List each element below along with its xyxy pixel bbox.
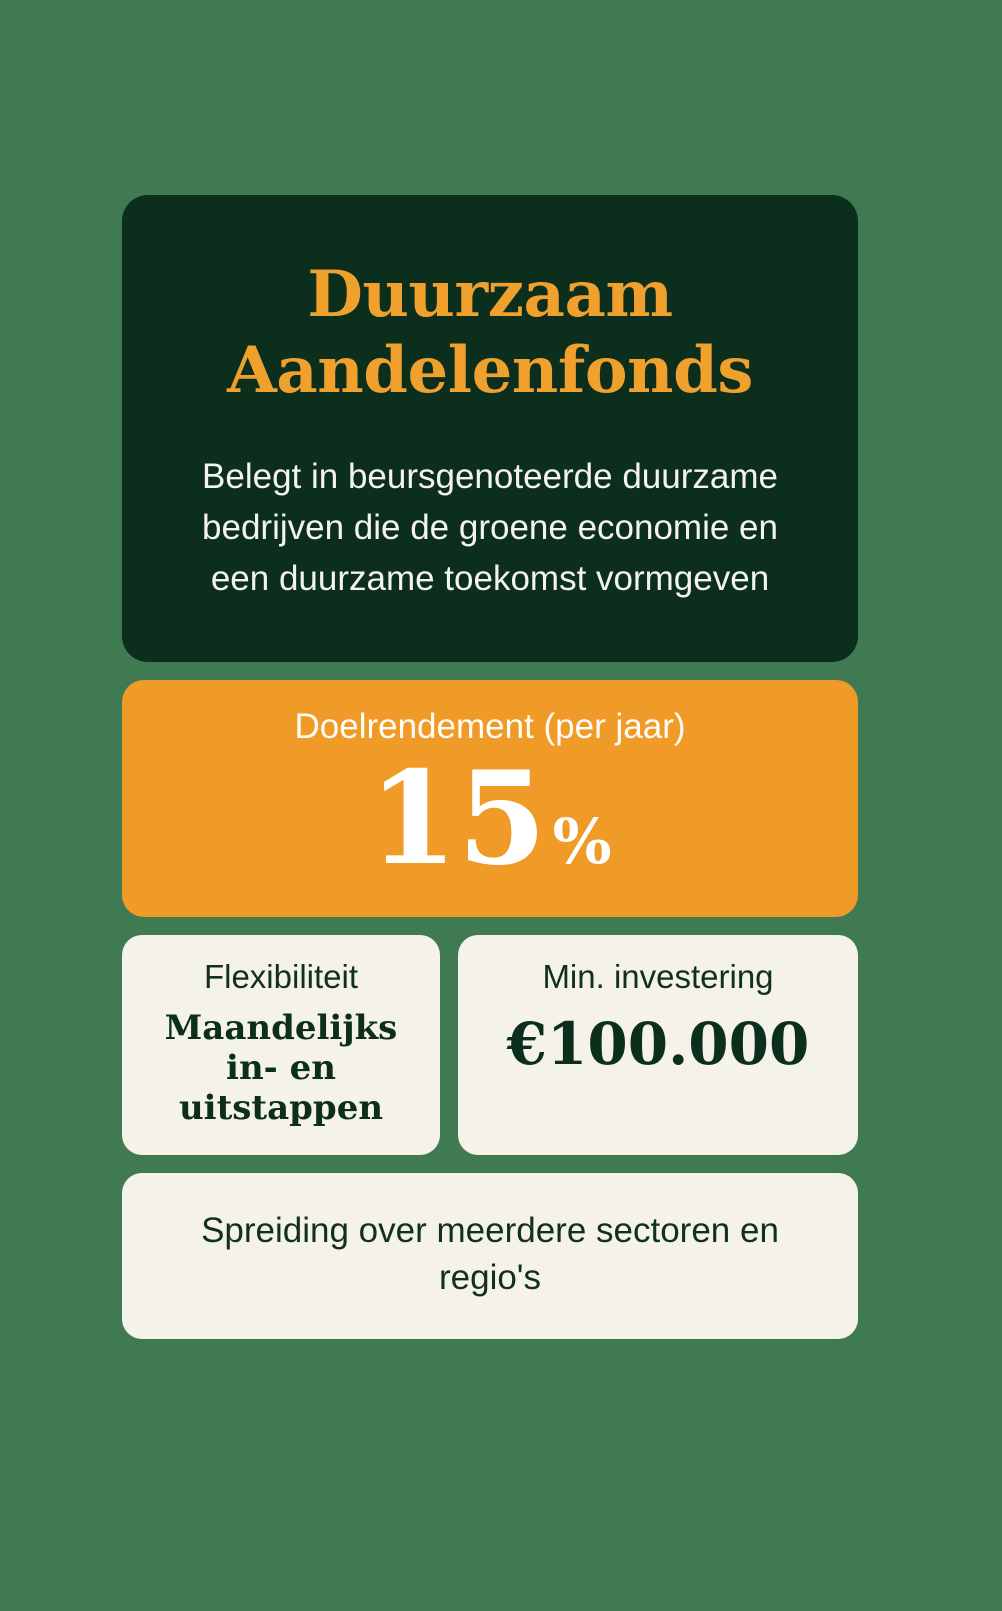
minimum-investment-value: €100.000 <box>506 1010 810 1079</box>
target-return-number: 15 <box>368 744 547 895</box>
diversification-text: Spreiding over meerdere sectoren en regio's <box>201 1210 779 1297</box>
fund-title-line-1: Duurzaam <box>307 257 673 332</box>
stat-card-flexibility <box>122 935 440 1155</box>
target-return-unit: % <box>552 805 612 879</box>
page-title <box>170 257 810 408</box>
target-return-label: Doelrendement (per jaar) <box>294 707 686 747</box>
minimum-investment-label: Min. investering <box>542 957 774 995</box>
fund-hero-card <box>122 195 858 662</box>
stat-row <box>122 935 858 1155</box>
diversification-card <box>122 1173 858 1340</box>
fund-title-line-2: Aandelenfonds <box>227 332 753 408</box>
fund-description: Belegt in beursgenoteerde duurzame bedrijven die de groene economie en een duurzame toekomst vormgeven <box>202 457 778 598</box>
target-return-value-group <box>152 744 828 895</box>
stat-card-minimum-investment <box>458 935 858 1155</box>
flexibility-value: Maandelijks in- en uitstappen <box>164 1008 398 1129</box>
target-return-card <box>122 680 858 916</box>
flexibility-label: Flexibiliteit <box>203 957 359 995</box>
fund-card-stack <box>122 195 858 1339</box>
